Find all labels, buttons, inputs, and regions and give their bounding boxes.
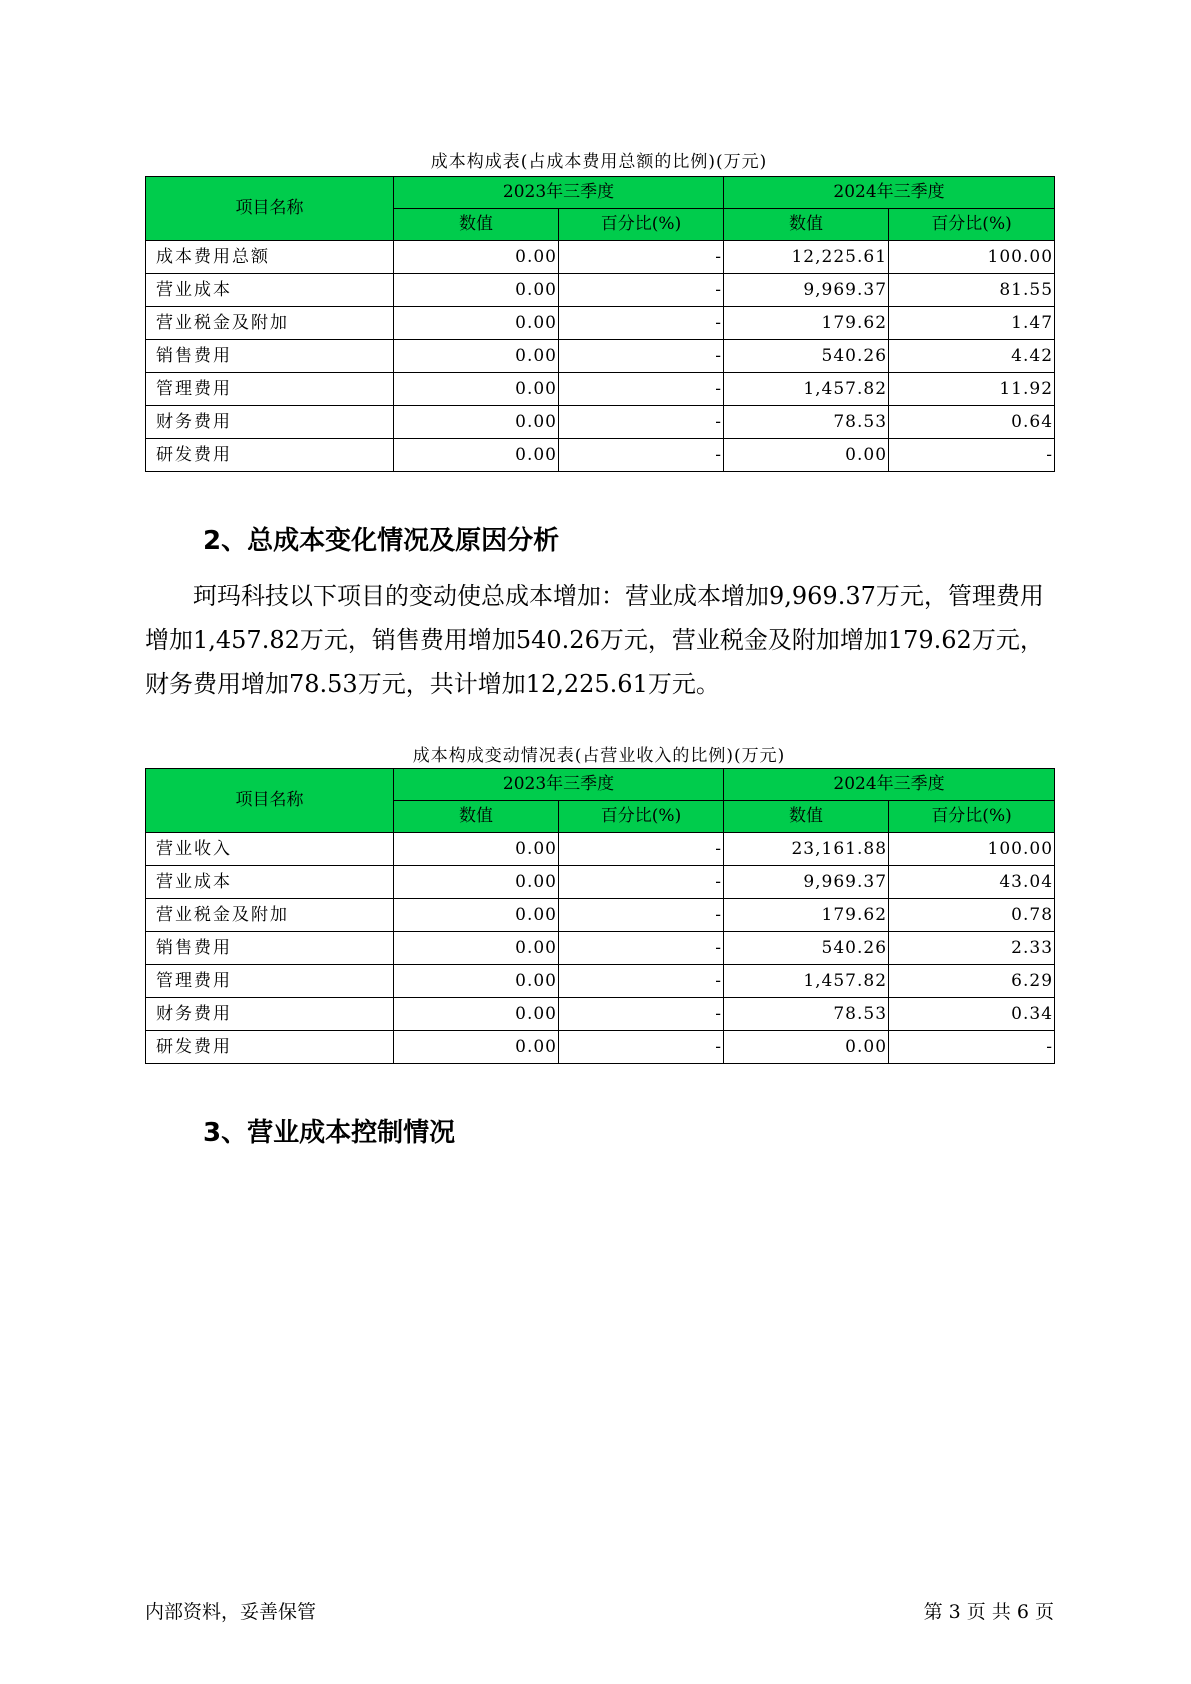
percent-2023-cell: - bbox=[559, 274, 724, 307]
value-2023-cell: 0.00 bbox=[394, 439, 559, 472]
row-name-cell: 管理费用 bbox=[146, 373, 394, 406]
header-value-2024: 数值 bbox=[724, 209, 889, 241]
section2-paragraph: 珂玛科技以下项目的变动使总成本增加：营业成本增加9,969.37万元，管理费用增加1,457.82万元，销售费用增加540.26万元，营业税金及附加增加179.62万元，财务费用增加78.53万元，共计增加12,225.61万元。 bbox=[145, 582, 1044, 698]
row-name-cell: 成本费用总额 bbox=[146, 241, 394, 274]
value-2024-cell: 179.62 bbox=[724, 307, 889, 340]
table1-caption: 成本构成表(占成本费用总额的比例)(万元) bbox=[430, 152, 768, 172]
value-2023-cell: 0.00 bbox=[394, 899, 559, 932]
footer-confidential-note: 内部资料，妥善保管 bbox=[145, 1601, 317, 1623]
header-value-2023: 数值 bbox=[394, 209, 559, 241]
table-row bbox=[146, 373, 1055, 406]
value-2023-cell: 0.00 bbox=[394, 307, 559, 340]
percent-2023-cell: - bbox=[559, 899, 724, 932]
percent-2024-cell: 1.47 bbox=[889, 307, 1055, 340]
percent-2023-cell: - bbox=[559, 866, 724, 899]
percent-2023-cell: - bbox=[559, 241, 724, 274]
percent-2024-cell: 0.78 bbox=[889, 899, 1055, 932]
row-name-cell: 管理费用 bbox=[146, 965, 394, 998]
value-2024-cell: 12,225.61 bbox=[724, 241, 889, 274]
percent-2023-cell: - bbox=[559, 439, 724, 472]
table-row bbox=[146, 833, 1055, 866]
header-item-name: 项目名称 bbox=[146, 177, 394, 241]
cost-structure-table bbox=[145, 176, 1055, 472]
value-2024-cell: 1,457.82 bbox=[724, 373, 889, 406]
table-row bbox=[146, 998, 1055, 1031]
footer-page-number: 第 3 页 共 6 页 bbox=[923, 1601, 1054, 1623]
percent-2024-cell: - bbox=[889, 1031, 1055, 1064]
header-percent-2023: 百分比(%) bbox=[559, 801, 724, 833]
value-2024-cell: 540.26 bbox=[724, 932, 889, 965]
percent-2024-cell: 6.29 bbox=[889, 965, 1055, 998]
value-2024-cell: 0.00 bbox=[724, 439, 889, 472]
value-2023-cell: 0.00 bbox=[394, 833, 559, 866]
table-row bbox=[146, 241, 1055, 274]
header-value-2024: 数值 bbox=[724, 801, 889, 833]
row-name-cell: 研发费用 bbox=[146, 1031, 394, 1064]
table-row bbox=[146, 406, 1055, 439]
percent-2024-cell: 0.34 bbox=[889, 998, 1055, 1031]
header-percent-2024: 百分比(%) bbox=[889, 801, 1055, 833]
table2-caption: 成本构成变动情况表(占营业收入的比例)(万元) bbox=[412, 746, 786, 766]
value-2023-cell: 0.00 bbox=[394, 406, 559, 439]
percent-2023-cell: - bbox=[559, 965, 724, 998]
percent-2023-cell: - bbox=[559, 998, 724, 1031]
value-2024-cell: 23,161.88 bbox=[724, 833, 889, 866]
row-name-cell: 营业收入 bbox=[146, 833, 394, 866]
row-name-cell: 营业税金及附加 bbox=[146, 899, 394, 932]
table-row bbox=[146, 965, 1055, 998]
header-period-2023: 2023年三季度 bbox=[394, 769, 724, 801]
value-2023-cell: 0.00 bbox=[394, 1031, 559, 1064]
section3-heading: 3、营业成本控制情况 bbox=[203, 1118, 456, 1148]
row-name-cell: 财务费用 bbox=[146, 998, 394, 1031]
table1-body bbox=[146, 241, 1055, 472]
value-2023-cell: 0.00 bbox=[394, 866, 559, 899]
row-name-cell: 营业成本 bbox=[146, 866, 394, 899]
percent-2024-cell: 11.92 bbox=[889, 373, 1055, 406]
percent-2024-cell: 4.42 bbox=[889, 340, 1055, 373]
percent-2023-cell: - bbox=[559, 406, 724, 439]
row-name-cell: 研发费用 bbox=[146, 439, 394, 472]
value-2023-cell: 0.00 bbox=[394, 373, 559, 406]
percent-2024-cell: 100.00 bbox=[889, 241, 1055, 274]
percent-2023-cell: - bbox=[559, 833, 724, 866]
row-name-cell: 销售费用 bbox=[146, 340, 394, 373]
value-2024-cell: 78.53 bbox=[724, 406, 889, 439]
value-2023-cell: 0.00 bbox=[394, 932, 559, 965]
header-period-2024: 2024年三季度 bbox=[724, 769, 1055, 801]
value-2023-cell: 0.00 bbox=[394, 340, 559, 373]
cost-change-table bbox=[145, 768, 1055, 1064]
table-row bbox=[146, 340, 1055, 373]
row-name-cell: 销售费用 bbox=[146, 932, 394, 965]
header-percent-2024: 百分比(%) bbox=[889, 209, 1055, 241]
percent-2024-cell: 43.04 bbox=[889, 866, 1055, 899]
header-period-2024: 2024年三季度 bbox=[724, 177, 1055, 209]
value-2024-cell: 0.00 bbox=[724, 1031, 889, 1064]
table-row bbox=[146, 932, 1055, 965]
percent-2023-cell: - bbox=[559, 373, 724, 406]
table-row bbox=[146, 899, 1055, 932]
percent-2023-cell: - bbox=[559, 340, 724, 373]
value-2023-cell: 0.00 bbox=[394, 998, 559, 1031]
percent-2023-cell: - bbox=[559, 307, 724, 340]
value-2024-cell: 540.26 bbox=[724, 340, 889, 373]
value-2023-cell: 0.00 bbox=[394, 965, 559, 998]
table-row bbox=[146, 439, 1055, 472]
value-2023-cell: 0.00 bbox=[394, 241, 559, 274]
header-percent-2023: 百分比(%) bbox=[559, 209, 724, 241]
value-2024-cell: 179.62 bbox=[724, 899, 889, 932]
row-name-cell: 营业成本 bbox=[146, 274, 394, 307]
header-item-name: 项目名称 bbox=[146, 769, 394, 833]
table-row bbox=[146, 866, 1055, 899]
percent-2023-cell: - bbox=[559, 932, 724, 965]
percent-2024-cell: 2.33 bbox=[889, 932, 1055, 965]
table-row bbox=[146, 1031, 1055, 1064]
value-2024-cell: 1,457.82 bbox=[724, 965, 889, 998]
percent-2024-cell: - bbox=[889, 439, 1055, 472]
section2-heading: 2、总成本变化情况及原因分析 bbox=[203, 526, 560, 556]
row-name-cell: 营业税金及附加 bbox=[146, 307, 394, 340]
header-period-2023: 2023年三季度 bbox=[394, 177, 724, 209]
value-2024-cell: 9,969.37 bbox=[724, 274, 889, 307]
percent-2024-cell: 100.00 bbox=[889, 833, 1055, 866]
row-name-cell: 财务费用 bbox=[146, 406, 394, 439]
table-row bbox=[146, 274, 1055, 307]
value-2024-cell: 9,969.37 bbox=[724, 866, 889, 899]
table-row bbox=[146, 307, 1055, 340]
value-2023-cell: 0.00 bbox=[394, 274, 559, 307]
percent-2023-cell: - bbox=[559, 1031, 724, 1064]
percent-2024-cell: 0.64 bbox=[889, 406, 1055, 439]
header-value-2023: 数值 bbox=[394, 801, 559, 833]
percent-2024-cell: 81.55 bbox=[889, 274, 1055, 307]
table2-body bbox=[146, 833, 1055, 1064]
value-2024-cell: 78.53 bbox=[724, 998, 889, 1031]
